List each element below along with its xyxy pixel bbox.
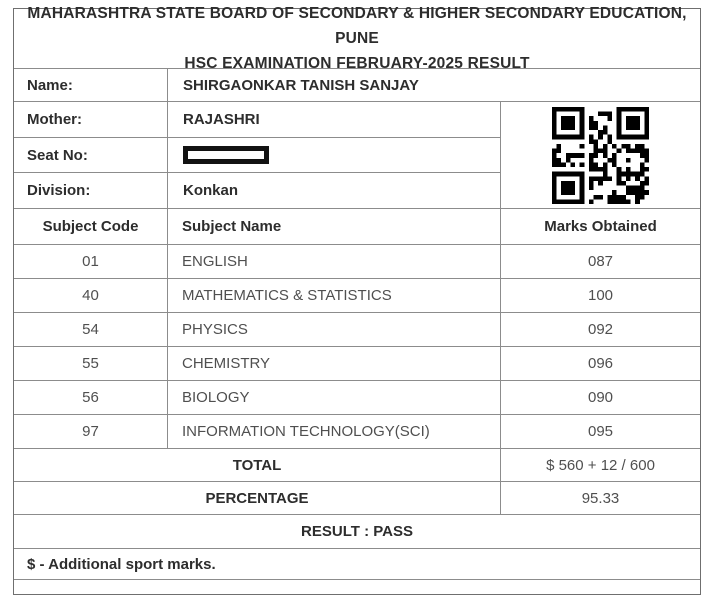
empty-partial-row bbox=[14, 580, 700, 594]
percentage-row bbox=[14, 482, 700, 515]
name-label: Name: bbox=[14, 69, 168, 101]
subject-code: 56 bbox=[14, 381, 168, 414]
subject-row-english bbox=[14, 245, 700, 279]
seat-row bbox=[14, 138, 500, 173]
subject-name: MATHEMATICS & STATISTICS bbox=[168, 279, 501, 312]
subject-code: 54 bbox=[14, 313, 168, 346]
qr-cell bbox=[501, 102, 700, 208]
subject-marks: 095 bbox=[587, 423, 614, 440]
division-row bbox=[14, 173, 500, 208]
subject-marks: 090 bbox=[587, 389, 614, 406]
percentage-label: PERCENTAGE bbox=[14, 482, 501, 514]
column-header-subject-name: Subject Name bbox=[168, 209, 501, 244]
qr-code-icon bbox=[552, 107, 649, 204]
subject-name: INFORMATION TECHNOLOGY(SCI) bbox=[168, 415, 501, 448]
total-row bbox=[14, 449, 700, 482]
student-info-left bbox=[14, 102, 501, 208]
name-row bbox=[14, 69, 700, 102]
column-header-marks-obtained: Marks Obtained bbox=[544, 218, 657, 235]
subject-code: 40 bbox=[14, 279, 168, 312]
mother-row bbox=[14, 102, 500, 138]
division-label: Division: bbox=[14, 173, 168, 208]
total-label: TOTAL bbox=[14, 449, 501, 481]
total-value: $ 560 + 12 / 600 bbox=[546, 456, 655, 474]
subject-row-physics bbox=[14, 313, 700, 347]
page-title bbox=[14, 5, 700, 72]
mother-name-value: RAJASHRI bbox=[183, 111, 260, 128]
subject-row-chemistry bbox=[14, 347, 700, 381]
subject-row-biology bbox=[14, 381, 700, 415]
footnote-text: $ - Additional sport marks. bbox=[27, 555, 216, 573]
seat-number-redaction bbox=[183, 146, 269, 164]
subject-name: BIOLOGY bbox=[168, 381, 501, 414]
percentage-value: 95.33 bbox=[581, 489, 620, 507]
mother-label: Mother: bbox=[14, 102, 168, 137]
seat-value bbox=[168, 138, 500, 172]
marks-table-header bbox=[14, 209, 700, 245]
subject-name: PHYSICS bbox=[168, 313, 501, 346]
subject-marks: 096 bbox=[587, 355, 614, 372]
subject-marks: 092 bbox=[587, 321, 614, 338]
column-header-subject-code: Subject Code bbox=[14, 209, 168, 244]
footnote-row bbox=[14, 549, 700, 580]
result-text: RESULT : PASS bbox=[301, 523, 413, 540]
student-info-block bbox=[14, 102, 700, 209]
subject-row-mathematics bbox=[14, 279, 700, 313]
exam-title: HSC EXAMINATION FEBRUARY-2025 RESULT bbox=[184, 55, 530, 72]
subject-code: 55 bbox=[14, 347, 168, 380]
result-sheet bbox=[13, 5, 701, 595]
division-value: Konkan bbox=[183, 182, 239, 199]
subject-marks: 087 bbox=[587, 253, 614, 270]
subject-code: 01 bbox=[14, 245, 168, 278]
subject-marks: 100 bbox=[587, 287, 614, 304]
subject-row-information-technology bbox=[14, 415, 700, 449]
subject-name: ENGLISH bbox=[168, 245, 501, 278]
result-row bbox=[14, 515, 700, 549]
subject-name: CHEMISTRY bbox=[168, 347, 501, 380]
student-name-value: SHIRGAONKAR TANISH SANJAY bbox=[183, 76, 419, 94]
seat-label: Seat No: bbox=[14, 138, 168, 172]
board-title: MAHARASHTRA STATE BOARD OF SECONDARY & HIGHER SECONDARY EDUCATION, PUNE bbox=[27, 5, 687, 47]
subject-code: 97 bbox=[14, 415, 168, 448]
